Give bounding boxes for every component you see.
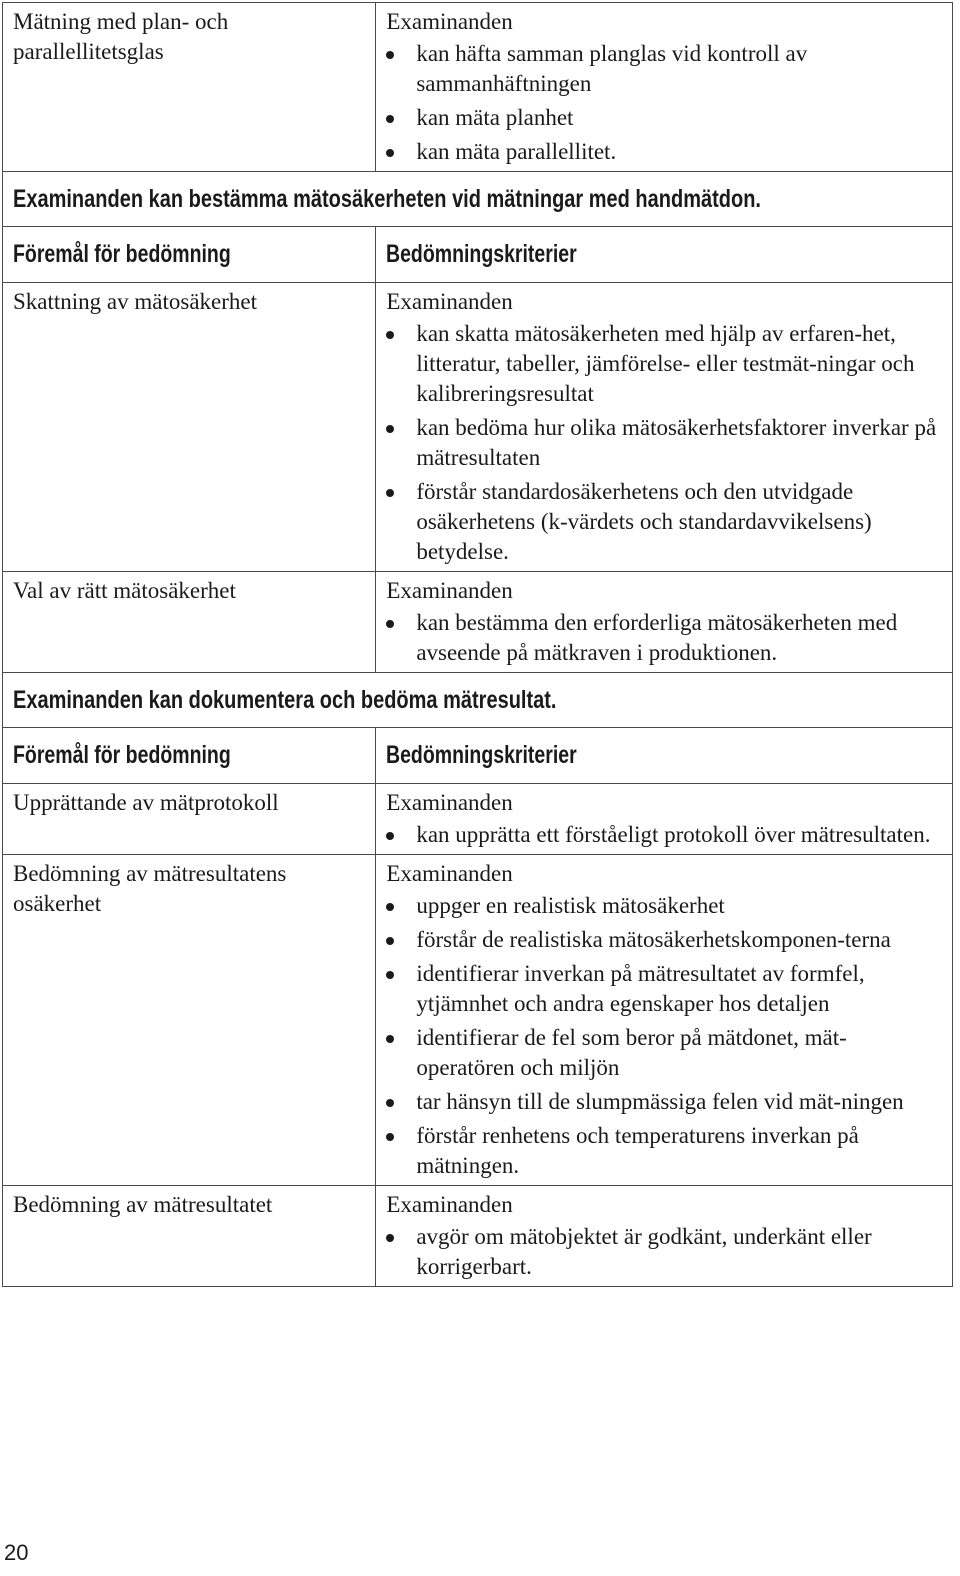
criteria-list — [386, 891, 942, 1181]
assessment-object-cell — [3, 283, 376, 572]
criteria-cell — [376, 1186, 953, 1287]
assessment-object-label: Mätning med plan- och parallellitetsglas — [13, 9, 229, 64]
examinee-label: Examinanden — [386, 578, 513, 603]
assessment-object-cell — [3, 3, 376, 172]
assessment-object-label: Bedömning av mätresultatens osäkerhet — [13, 861, 287, 916]
table-row — [3, 3, 953, 172]
list-item: kan mäta parallellitet. — [386, 137, 942, 167]
assessment-object-label: Upprättande av mätprotokoll — [13, 790, 279, 815]
table-row — [3, 784, 953, 855]
criteria-cell — [376, 3, 953, 172]
criteria-cell — [376, 855, 953, 1186]
table-row — [3, 283, 953, 572]
column-header-cell — [3, 728, 376, 784]
list-item: förstår standardosäkerhetens och den utvidgade osäkerhetens (k-värdets och standardavvikelsens) betydelse. — [386, 477, 942, 567]
examinee-label: Examinanden — [386, 1192, 513, 1217]
section-band-row — [3, 172, 953, 227]
list-item: kan upprätta ett förståeligt protokoll över mätresultaten. — [386, 820, 942, 850]
column-header-cell — [376, 728, 953, 784]
assessment-table-page — [2, 2, 953, 1287]
assessment-object-cell — [3, 572, 376, 673]
list-item: identifierar de fel som beror på mätdonet, mät-operatören och miljön — [386, 1023, 942, 1083]
table-row — [3, 855, 953, 1186]
criteria-list — [386, 319, 942, 567]
column-header-cell — [376, 227, 953, 283]
list-item: avgör om mätobjektet är godkänt, underkänt eller korrigerbart. — [386, 1222, 942, 1282]
column-header-object: Föremål för bedömning — [13, 741, 231, 769]
section-band-row — [3, 673, 953, 728]
criteria-list — [386, 39, 942, 167]
assessment-object-cell — [3, 1186, 376, 1287]
column-header-object: Föremål för bedömning — [13, 240, 231, 268]
section-heading-cell — [3, 673, 953, 728]
list-item: kan bestämma den erforderliga mätosäkerheten med avseende på mätkraven i produktionen. — [386, 608, 942, 668]
page-number: 20 — [4, 1540, 29, 1565]
header-row — [3, 227, 953, 283]
examinee-label: Examinanden — [386, 861, 513, 886]
table-row — [3, 572, 953, 673]
column-header-criteria: Bedömningskriterier — [386, 240, 578, 268]
criteria-cell — [376, 572, 953, 673]
list-item: förstår de realistiska mätosäkerhetskomponen-terna — [386, 925, 942, 955]
criteria-cell — [376, 784, 953, 855]
section-heading-cell — [3, 172, 953, 227]
section-heading: Examinanden kan dokumentera och bedöma mätresultat. — [13, 686, 557, 714]
list-item: tar hänsyn till de slumpmässiga felen vid mät-ningen — [386, 1087, 942, 1117]
list-item: kan skatta mätosäkerheten med hjälp av erfaren-het, litteratur, tabeller, jämförelse- eller testmät-ningar och kalibreringsresultat — [386, 319, 942, 409]
criteria-list — [386, 608, 942, 668]
criteria-cell — [376, 283, 953, 572]
section-heading: Examinanden kan bestämma mätosäkerheten vid mätningar med handmätdon. — [13, 185, 761, 213]
assessment-object-label: Skattning av mätosäkerhet — [13, 289, 257, 314]
assessment-object-label: Val av rätt mätosäkerhet — [13, 578, 236, 603]
list-item: kan bedöma hur olika mätosäkerhetsfaktorer inverkar på mätresultaten — [386, 413, 942, 473]
examinee-label: Examinanden — [386, 790, 513, 815]
list-item: uppger en realistisk mätosäkerhet — [386, 891, 942, 921]
list-item: kan häfta samman planglas vid kontroll av sammanhäftningen — [386, 39, 942, 99]
assessment-table — [2, 2, 953, 1287]
criteria-list — [386, 820, 942, 850]
table-row — [3, 1186, 953, 1287]
list-item: kan mäta planhet — [386, 103, 942, 133]
assessment-object-cell — [3, 784, 376, 855]
examinee-label: Examinanden — [386, 289, 513, 314]
list-item: förstår renhetens och temperaturens inverkan på mätningen. — [386, 1121, 942, 1181]
list-item: identifierar inverkan på mätresultatet av formfel, ytjämnhet och andra egenskaper hos detaljen — [386, 959, 942, 1019]
criteria-list — [386, 1222, 942, 1282]
column-header-criteria: Bedömningskriterier — [386, 741, 578, 769]
column-header-cell — [3, 227, 376, 283]
assessment-object-cell — [3, 855, 376, 1186]
header-row — [3, 728, 953, 784]
examinee-label: Examinanden — [386, 9, 513, 34]
assessment-object-label: Bedömning av mätresultatet — [13, 1192, 273, 1217]
